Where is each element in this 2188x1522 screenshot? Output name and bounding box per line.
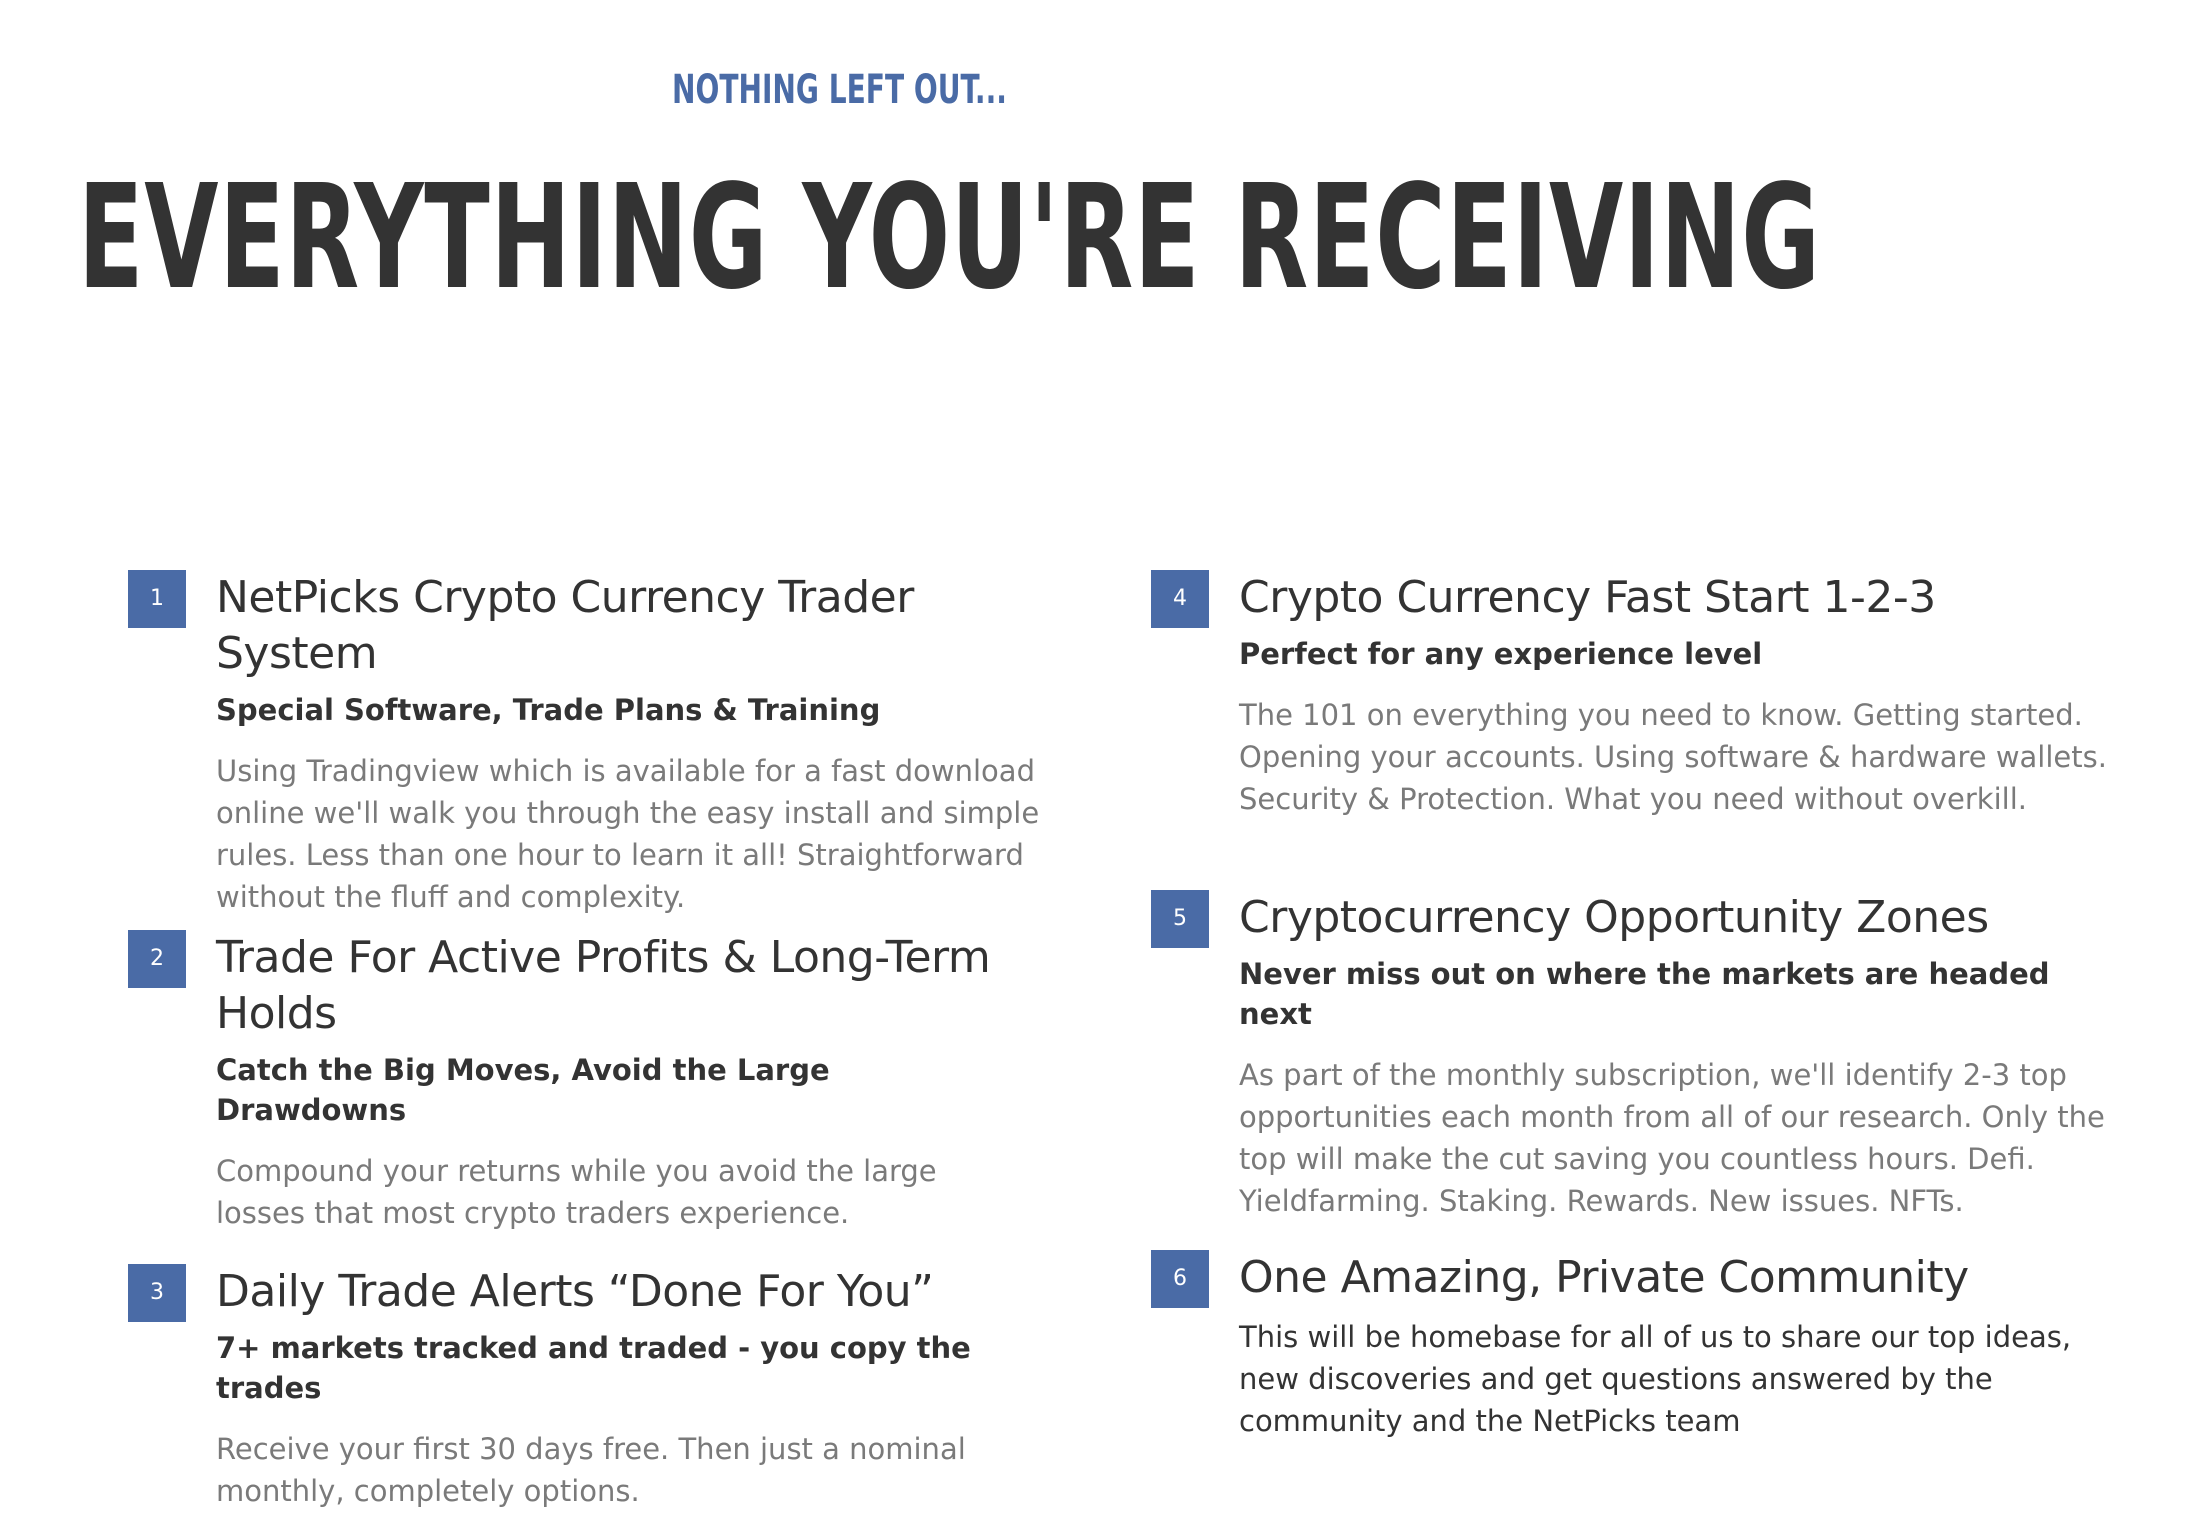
feature-description: Receive your first 30 days free. Then just a nominal monthly, completely options. [216,1432,966,1508]
number-badge: 2 [128,930,186,988]
feature-title: One Amazing, Private Community [1239,1252,1969,1303]
feature-title: Cryptocurrency Opportunity Zones [1239,892,1989,943]
number-badge: 4 [1151,570,1209,628]
section-kicker: NOTHING LEFT OUT... [672,67,1007,113]
feature-description: The 101 on everything you need to know. Getting started. Opening your accounts. Using software & hardware wallets. Security & Protection. What you need without overkill. [1239,698,2107,816]
number-badge: 6 [1151,1250,1209,1308]
page-headline: EVERYTHING YOU'RE RECEIVING [78,153,1821,321]
feature-subtitle: Special Software, Trade Plans & Training [216,693,881,727]
feature-description: Compound your returns while you avoid the large losses that most crypto traders experience. [216,1154,937,1230]
feature-subtitle: Catch the Big Moves, Avoid the Large Drawdowns [216,1053,830,1127]
feature-subtitle: Never miss out on where the markets are headed next [1239,957,2050,1031]
feature-title: NetPicks Crypto Currency Trader System [216,572,914,679]
feature-subtitle: 7+ markets tracked and traded - you copy the trades [216,1331,971,1405]
feature-title: Crypto Currency Fast Start 1-2-3 [1239,572,1936,623]
number-badge: 3 [128,1264,186,1322]
number-badge: 5 [1151,890,1209,948]
feature-title: Trade For Active Profits & Long-Term Holds [216,932,991,1039]
feature-description: This will be homebase for all of us to share our top ideas, new discoveries and get questions answered by the community and the NetPicks team [1239,1320,2072,1438]
number-badge: 1 [128,570,186,628]
feature-description: Using Tradingview which is available for a fast download online we'll walk you through the easy install and simple rules. Less than one hour to learn it all! Straightforward without the fluff and complexity. [216,754,1040,914]
feature-description: As part of the monthly subscription, we'll identify 2-3 top opportunities each month from all of our research. Only the top will make the cut saving you countless hours. Defi. Yieldfarming. Staking. Rewards. New issues. NFTs. [1239,1058,2105,1218]
feature-subtitle: Perfect for any experience level [1239,637,1763,671]
feature-title: Daily Trade Alerts “Done For You” [216,1266,934,1317]
